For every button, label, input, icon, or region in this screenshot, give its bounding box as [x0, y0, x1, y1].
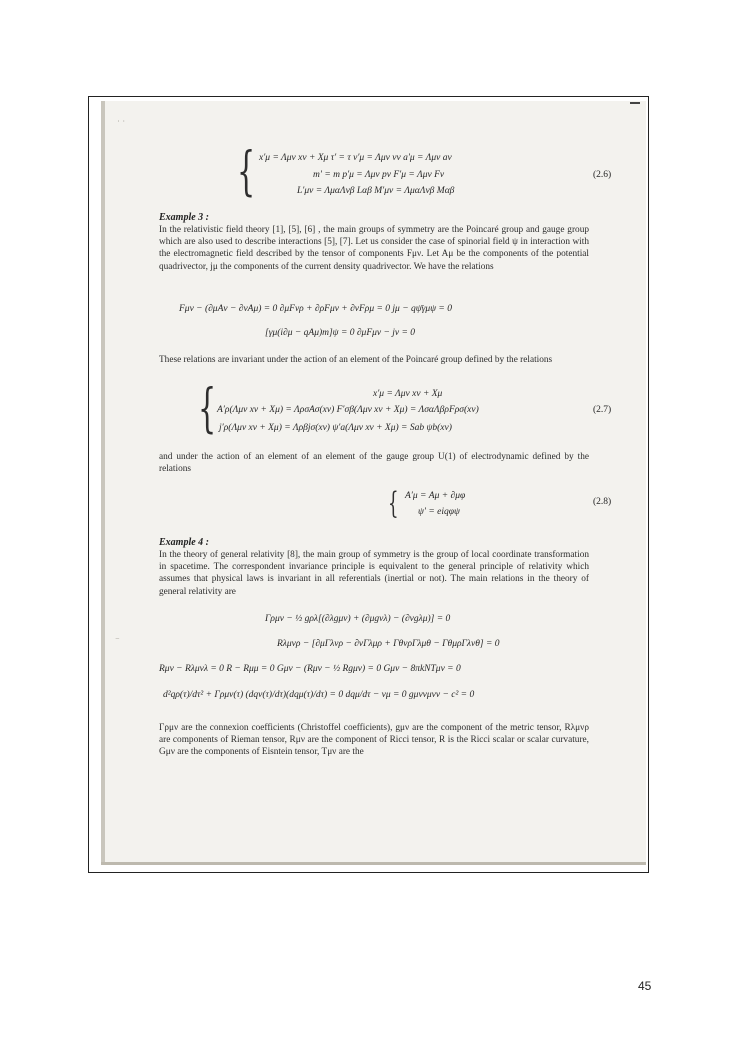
eq-number-2-7: (2.7)	[593, 405, 612, 415]
gauge-group-text: and under the action of an element of an element of the gauge group U(1) of electrodynamic defined by the relations	[159, 452, 589, 475]
example-3-paragraph: In the relativistic field theory [1], [5], [6] , the main groups of symmetry are the Poincaré group and gauge group which are also used to describe interactions [5], [7]. Let us consider the case of spinorial field ψ in interaction with the electromagnetic field described by the tensor of components Fμν. Let Aμ be the components of the potential quadrivector, jμ the components of the current density quadrivector. We have the relations	[159, 225, 589, 272]
eq-2-7-line-3: j′ρ(Λμν xν + Xμ) = Λρβjσ(xν) ψ′a(Λμν xν + Xμ) = Sab ψb(xν)	[219, 423, 452, 433]
eq-2-7-line-1: x′μ = Λμν xν + Xμ	[373, 389, 443, 399]
corner-mark	[630, 102, 640, 104]
invariance-text: These relations are invariant under the action of an element of the Poincaré group defined by the relations	[159, 355, 553, 365]
eq-number-2-6: (2.6)	[593, 170, 612, 180]
brace-2-6: {	[237, 142, 256, 202]
page-number: 45	[638, 979, 652, 993]
scan-speck: ⁻	[115, 635, 120, 645]
eq-2-7-line-2: A′ρ(Λμν xν + Xμ) = ΛρσAσ(xν) F′σβ(Λμν xν + Xμ) = ΛσαΛβρFρσ(xν)	[217, 405, 479, 415]
gr-equation-2: Rλμνρ − [∂μΓλνρ − ∂νΓλμρ + ΓθνρΓλμθ − ΓθμρΓλνθ] = 0	[277, 639, 500, 649]
gr-equation-4: d²qρ(τ)/dτ² + Γρμν(τ) (dqν(τ)/dτ)(dqμ(τ)/dτ) = 0 dqμ/dτ − vμ = 0 gμνvμvν − c² = 0	[163, 690, 475, 700]
relations-line-2: [γμ(i∂μ − qAμ)m]ψ = 0 ∂μFμν − jν = 0	[265, 328, 416, 338]
gr-equation-3: Rμν − Rλμνλ = 0 R − Rμμ = 0 Gμν − (Rμν − ½ Rgμν) = 0 Gμν − 8πkNTμν = 0	[159, 664, 461, 674]
example-4-paragraph: In the theory of general relativity [8], the main group of symmetry is the group of local coordinate transformation in spacetime. The correspondent invariance principle is equivalent to the general principle of relativity which assumes that physical laws is invariant in all referentials (inertial or not). The main relations in the theory of general relativity are	[159, 550, 589, 597]
scan-bottom-edge	[101, 862, 646, 865]
eq-2-8-line-1: A′μ = Aμ + ∂μφ	[405, 491, 466, 501]
relations-line-1: Fμν − (∂μAν − ∂νAμ) = 0 ∂μFνρ + ∂ρFμν + ∂νFρμ = 0 jμ − qψ̄γμψ = 0	[179, 304, 452, 314]
scan-left-edge	[101, 101, 105, 865]
brace-2-8: {	[388, 486, 399, 521]
eq-2-6-line-1: x′μ = Λμν xν + Xμ τ′ = τ v′μ = Λμν vν a′μ = Λμν aν	[259, 153, 452, 163]
example-4-heading: Example 4 :	[159, 537, 209, 548]
example-3-heading: Example 3 :	[159, 212, 209, 223]
scanned-page	[101, 101, 646, 865]
brace-2-7: {	[198, 379, 217, 439]
closing-paragraph: Γρμν are the connexion coefficients (Christoffel coefficients), gμν are the component of the metric tensor, Rλμνρ are components of Rieman tensor, Rμν are the component of Ricci tensor, R is the Ricci scalar or scalar curvature, Gμν are the components of Eisntein tensor, Tμν are the	[159, 723, 589, 758]
gr-equation-1: Γρμν − ½ gρλ[(∂λgμν) + (∂μgνλ) − (∂νgλμ)] = 0	[265, 614, 451, 624]
eq-2-6-line-2: m′ = m p′μ = Λμν pν F′μ = Λμν Fν	[313, 170, 445, 180]
scan-speck: ˙ ˙	[117, 119, 126, 129]
eq-2-8-line-2: ψ′ = eiqφψ	[418, 507, 460, 517]
eq-2-6-line-3: L′μν = ΛμαΛνβ Lαβ M′μν = ΛμαΛνβ Mαβ	[297, 186, 455, 196]
eq-number-2-8: (2.8)	[593, 497, 612, 507]
